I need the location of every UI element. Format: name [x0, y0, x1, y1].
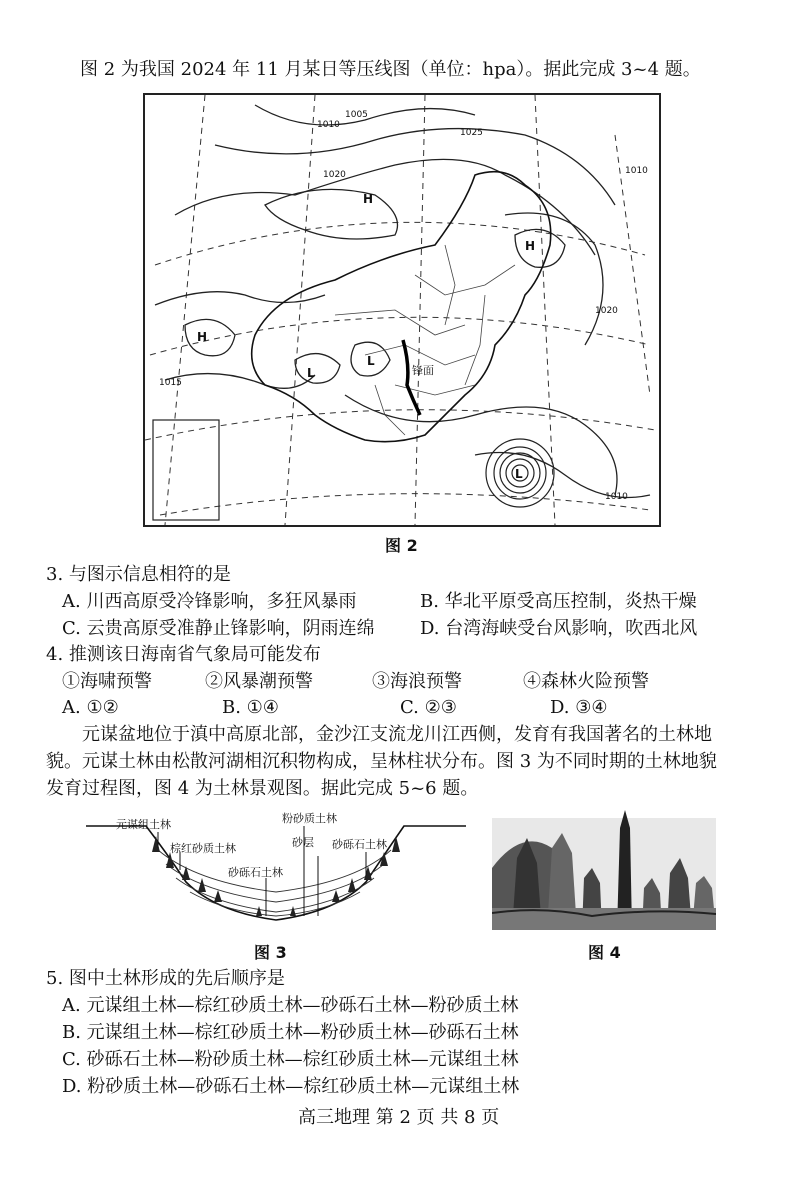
q4-item-4: ④森林火险预警	[523, 671, 649, 692]
q3-option-b: B. 华北平原受高压控制，炎热干燥	[420, 591, 697, 612]
isobar-label-1015-left: 1015	[159, 378, 182, 388]
earth-forest-photo-drawing	[492, 808, 716, 930]
q4-item-1: ①海啸预警	[62, 671, 152, 692]
passage-line-3: 发育过程图，图 4 为土林景观图。据此完成 5~6 题。	[46, 778, 479, 799]
q3-stem: 3. 与图示信息相符的是	[46, 564, 231, 585]
isobar-label-1020-right: 1020	[595, 306, 618, 316]
label-lishi-left: 砂砾石土林	[228, 866, 283, 879]
q3-option-a: A. 川西高原受冷锋影响，多狂风暴雨	[62, 591, 357, 612]
q5-option-a: A. 元谋组土林—棕红砂质土林—砂砾石土林—粉砂质土林	[62, 995, 519, 1016]
label-shaceng: 砂层	[292, 836, 314, 849]
isobar-label-1010-right: 1010	[625, 166, 648, 176]
graticule	[145, 95, 655, 525]
q4-item-2: ②风暴潮预警	[205, 671, 313, 692]
q4-option-a: A. ①②	[62, 697, 119, 718]
q5-option-b: B. 元谋组土林—棕红砂质土林—粉砂质土林—砂砾石土林	[62, 1022, 519, 1043]
sediment-layers	[158, 850, 391, 916]
q5-option-c: C. 砂砾石土林—粉砂质土林—棕红砂质土林—元谋组土林	[62, 1049, 519, 1070]
low-pressure-sichuan: L	[367, 354, 375, 368]
earth-forest-profile	[86, 812, 466, 932]
high-pressure-northeast: H	[525, 239, 536, 253]
q4-stem: 4. 推测该日海南省气象局可能发布	[46, 644, 321, 665]
isobars	[155, 105, 650, 498]
isobar-label-1005: 1005	[345, 110, 368, 120]
q5-stem: 5. 图中土林形成的先后顺序是	[46, 968, 285, 989]
intro-text: 图 2 为我国 2024 年 11 月某日等压线图（单位：hpa）。据此完成 3~4 题。	[80, 59, 701, 80]
isobar-label-1025: 1025	[460, 128, 483, 138]
earth-forest-photo	[492, 808, 716, 930]
q5-option-d: D. 粉砂质土林—砂砾石土林—棕红砂质土林—元谋组土林	[62, 1076, 520, 1097]
figure4-caption: 图 4	[588, 943, 621, 962]
q4-option-c: C. ②③	[400, 697, 457, 718]
province-lines	[335, 245, 515, 435]
q4-option-d: D. ③④	[550, 697, 608, 718]
isobar-label-1010-bottom: 1010	[605, 492, 628, 502]
q3-option-d: D. 台湾海峡受台风影响，吹西北风	[420, 618, 698, 639]
label-zonghong: 棕红砂质土林	[170, 842, 236, 855]
figure2-caption: 图 2	[385, 536, 418, 555]
isobar-label-1010-top: 1010	[317, 120, 340, 130]
passage-line-1: 元谋盆地位于滇中高原北部，金沙江支流龙川江西侧，发育有我国著名的土林地	[82, 724, 712, 745]
isobar-label-1020: 1020	[323, 170, 346, 180]
isobar-map-drawing	[145, 95, 659, 525]
china-border	[252, 172, 551, 442]
high-pressure-west: H	[197, 330, 208, 344]
figure3-caption: 图 3	[254, 943, 287, 962]
front-label: 锋面	[412, 364, 434, 377]
low-pressure-tibet: L	[307, 366, 315, 380]
page-footer: 高三地理 第 2 页 共 8 页	[298, 1107, 500, 1128]
south-sea-inset	[153, 420, 219, 520]
q4-option-b: B. ①④	[222, 697, 279, 718]
label-yuanmou: 元谋组土林	[116, 818, 171, 831]
label-lishi-right: 砂砾石土林	[332, 838, 387, 851]
isobar-map	[143, 93, 661, 527]
low-pressure-typhoon: L	[515, 467, 523, 481]
earth-forest-profile-drawing	[86, 812, 466, 932]
q4-item-3: ③海浪预警	[372, 671, 462, 692]
label-fensha: 粉砂质土林	[282, 812, 337, 825]
q3-option-c: C. 云贵高原受准静止锋影响，阴雨连绵	[62, 618, 375, 639]
high-pressure-north: H	[363, 192, 374, 206]
passage-line-2: 貌。元谋土林由松散河湖相沉积物构成，呈林柱状分布。图 3 为不同时期的土林地貌	[46, 751, 717, 772]
